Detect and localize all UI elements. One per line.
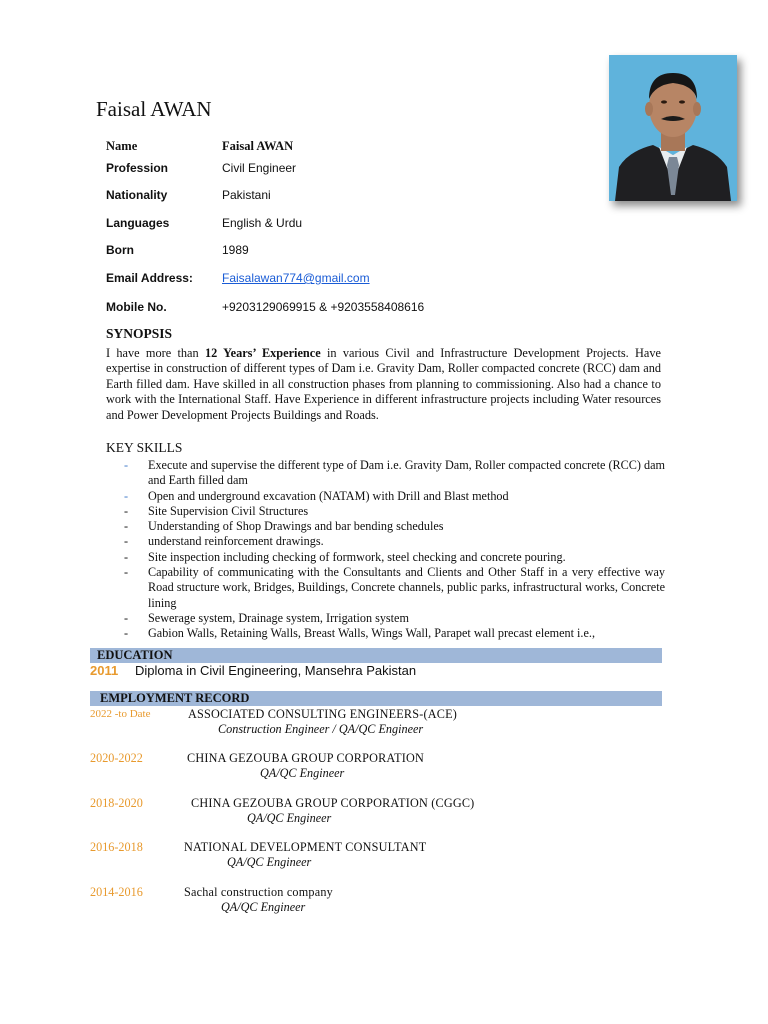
- skill-text: Site inspection including checking of formwork, steel checking and concrete pouring.: [148, 549, 566, 564]
- list-item: [124, 504, 665, 519]
- employment-heading-bar: [90, 691, 662, 706]
- bullet-dash-icon: -: [124, 549, 129, 564]
- job-company: Sachal construction company: [184, 885, 333, 899]
- synopsis-text-part: I have more than: [106, 346, 205, 360]
- info-label: Languages: [106, 216, 170, 230]
- skills-heading: KEY SKILLS: [106, 440, 183, 455]
- list-item: [124, 565, 665, 611]
- info-value: +9203129069915 & +9203558408616: [222, 300, 425, 314]
- synopsis-highlight: 12 Years’ Experience: [204, 346, 321, 360]
- job-date: 2018-2020: [90, 796, 143, 810]
- job-role: QA/QC Engineer: [227, 855, 312, 869]
- info-label: Name: [106, 139, 138, 153]
- bullet-dash-icon: -: [124, 488, 129, 503]
- skill-text: understand reinforcement drawings.: [148, 534, 324, 549]
- skills-list: [124, 458, 665, 642]
- page-title: Faisal AWAN: [96, 97, 212, 121]
- list-item: [124, 458, 665, 489]
- info-value: Pakistani: [222, 188, 271, 202]
- list-item: [124, 489, 665, 504]
- info-label: Email Address:: [106, 271, 193, 285]
- synopsis-heading: SYNOPSIS: [106, 326, 173, 341]
- bullet-dash-icon: -: [124, 503, 129, 518]
- bullet-dash-icon: -: [124, 610, 129, 625]
- info-label: Profession: [106, 161, 169, 175]
- job-role: QA/QC Engineer: [260, 766, 345, 780]
- job-company: CHINA GEZOUBA GROUP CORPORATION: [187, 751, 424, 765]
- employment-heading: EMPLOYMENT RECORD: [100, 691, 250, 705]
- job-date: 2022 -to Date: [90, 708, 151, 720]
- skill-text: Understanding of Shop Drawings and bar bending schedules: [148, 519, 444, 534]
- skill-text: Capability of communicating with the Consultants and Clients and Other Staff in a very effective way Road structure work, Bridges, Buildings, Concrete channels, public parks, infrastructural works, Concrete lining: [148, 565, 665, 610]
- bullet-dash-icon: -: [124, 626, 129, 641]
- education-heading-bar: [90, 648, 662, 663]
- job-date: 2020-2022: [90, 751, 143, 765]
- bullet-dash-icon: -: [124, 534, 129, 549]
- info-row-nationality: [106, 188, 626, 208]
- email-link[interactable]: Faisalawan774@gmail.com: [222, 271, 370, 285]
- education-heading: EDUCATION: [97, 648, 173, 662]
- list-item: [124, 626, 665, 641]
- skill-text: Execute and supervise the different type of Dam i.e. Gravity Dam, Roller compacted concrete (RCC) dam and Earth filled dam: [148, 458, 665, 488]
- job-company: CHINA GEZOUBA GROUP CORPORATION (CGGC): [191, 796, 475, 810]
- job-date: 2014-2016: [90, 885, 143, 899]
- synopsis-text-part: in various Civil and Infrastructure Development Projects. Have expertise in construction of different types of Dam i.e. Gravity Dam, Roller compacted concrete (RCC) dam and Earth filled dam. Have skilled in all construction phases from planning to commissioning. Also had a chance to work with the International Staff. Have Experience in different infrastructure projects including Water resources and Power Development Projects Buildings and Roads.: [106, 346, 661, 422]
- info-row-email: [106, 271, 626, 291]
- bullet-dash-icon: -: [124, 519, 129, 534]
- education-year: 2011: [90, 663, 119, 678]
- skill-text: Gabion Walls, Retaining Walls, Breast Walls, Wings Wall, Parapet wall precast element i.e.,: [148, 626, 595, 641]
- bullet-dash-icon: -: [124, 565, 129, 580]
- job-role: QA/QC Engineer: [247, 811, 332, 825]
- info-value: 1989: [222, 243, 249, 257]
- info-row-born: [106, 243, 626, 263]
- job-company: NATIONAL DEVELOPMENT CONSULTANT: [184, 840, 427, 854]
- bullet-dash-icon: -: [124, 458, 129, 472]
- job-company: ASSOCIATED CONSULTING ENGINEERS-(ACE): [188, 707, 457, 721]
- person-portrait-icon: [609, 55, 737, 201]
- info-value: Civil Engineer: [222, 161, 297, 175]
- job-role: Construction Engineer / QA/QC Engineer: [218, 722, 424, 736]
- info-label: Nationality: [106, 188, 168, 202]
- info-value: Faisal AWAN: [222, 139, 294, 153]
- info-label: Born: [106, 243, 134, 257]
- job-role: QA/QC Engineer: [221, 900, 306, 914]
- skill-text: Site Supervision Civil Structures: [148, 503, 309, 518]
- list-item: [124, 611, 665, 626]
- education-text: Diploma in Civil Engineering, Mansehra Pakistan: [135, 663, 417, 678]
- info-label: Mobile No.: [106, 300, 167, 314]
- job-date: 2016-2018: [90, 840, 143, 854]
- synopsis-text: [106, 346, 661, 423]
- list-item: [124, 534, 665, 549]
- skill-text: Sewerage system, Drainage system, Irrigation system: [148, 610, 409, 625]
- info-row-profession: [106, 161, 626, 181]
- info-row-name: [106, 139, 626, 159]
- list-item: [124, 550, 665, 565]
- info-row-languages: [106, 216, 626, 236]
- list-item: [124, 519, 665, 534]
- info-row-mobile: [106, 300, 626, 320]
- profile-photo: [609, 55, 737, 201]
- info-value: English & Urdu: [222, 216, 303, 230]
- skill-text: Open and underground excavation (NATAM) with Drill and Blast method: [148, 488, 509, 503]
